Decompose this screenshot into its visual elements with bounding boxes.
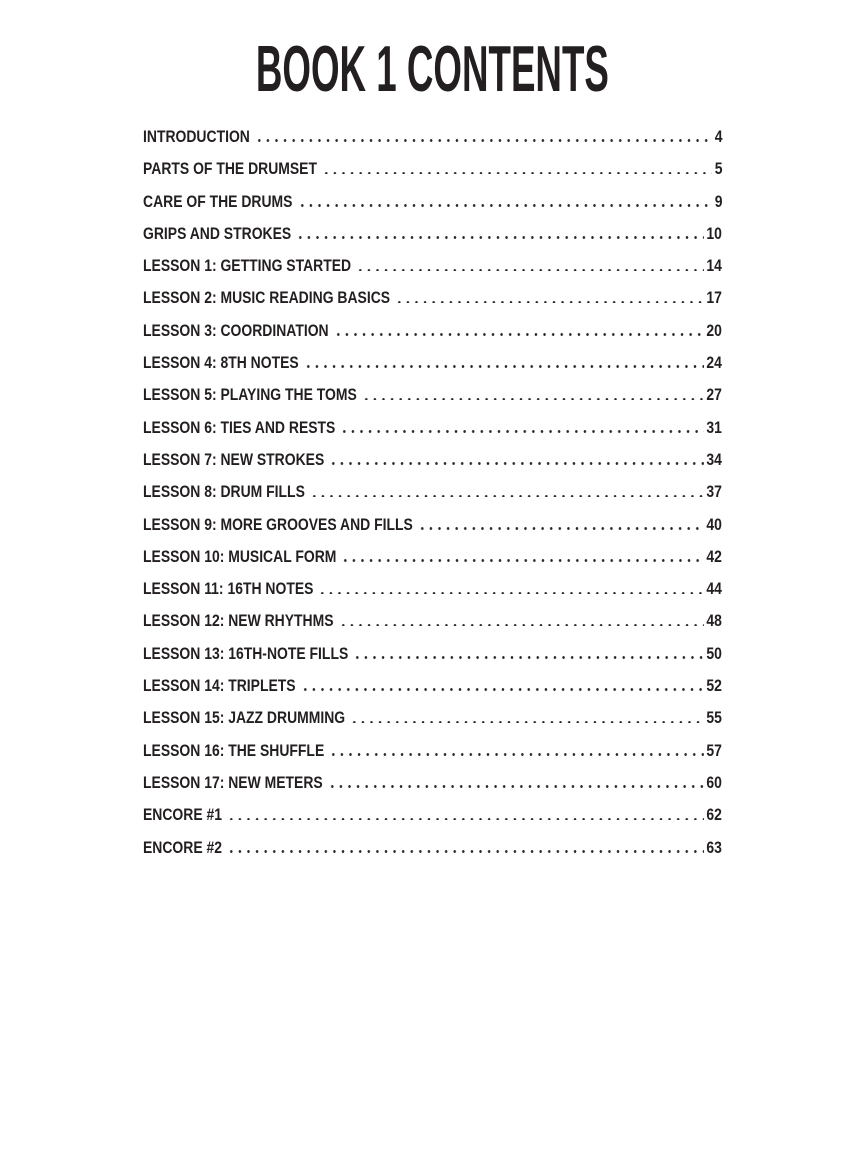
toc-entry-label: LESSON 15: JAZZ DRUMMING bbox=[143, 708, 346, 728]
toc-entry-page: 60 bbox=[706, 772, 722, 792]
toc-entry-label: LESSON 16: THE SHUFFLE bbox=[143, 740, 325, 760]
toc-entry-label: INTRODUCTION bbox=[143, 127, 250, 146]
dot-leader bbox=[296, 236, 704, 239]
toc-entry bbox=[143, 153, 722, 185]
toc-entry-page: 14 bbox=[706, 256, 722, 276]
toc-entry bbox=[143, 444, 722, 476]
toc-entry-label: LESSON 14: TRIPLETS bbox=[143, 676, 296, 696]
toc-entry bbox=[143, 541, 722, 573]
toc-entry-label: LESSON 4: 8TH NOTES bbox=[143, 353, 299, 373]
toc-entry bbox=[143, 347, 722, 379]
toc-entry bbox=[143, 121, 722, 153]
dot-leader bbox=[341, 559, 704, 562]
toc-entry-page: 4 bbox=[714, 127, 722, 146]
page-title-text: BOOK 1 CONTENTS bbox=[255, 32, 609, 105]
toc-list bbox=[143, 121, 722, 864]
toc-entry-label: LESSON 1: GETTING STARTED bbox=[143, 256, 352, 276]
toc-entry bbox=[143, 767, 722, 799]
toc-entry-page: 37 bbox=[706, 482, 722, 502]
dot-leader bbox=[310, 495, 705, 498]
toc-entry-page: 27 bbox=[706, 385, 722, 405]
toc-entry bbox=[143, 832, 722, 864]
toc-entry-label: LESSON 5: PLAYING THE TOMS bbox=[143, 385, 357, 405]
toc-entry-label: LESSON 7: NEW STROKES bbox=[143, 449, 325, 469]
toc-entry-page: 55 bbox=[706, 708, 722, 728]
toc-entry-label: ENCORE #2 bbox=[143, 837, 223, 857]
dot-leader bbox=[356, 269, 704, 272]
toc-entry-label: GRIPS AND STROKES bbox=[143, 223, 292, 243]
dot-leader bbox=[329, 462, 704, 465]
toc-entry bbox=[143, 638, 722, 670]
toc-entry-page: 10 bbox=[706, 223, 722, 243]
toc-entry-page: 50 bbox=[706, 643, 722, 663]
toc-entry bbox=[143, 702, 722, 734]
toc-entry-label: CARE OF THE DRUMS bbox=[143, 191, 293, 211]
dot-leader bbox=[350, 721, 704, 724]
dot-leader bbox=[304, 365, 705, 368]
dot-leader bbox=[339, 624, 705, 627]
toc-entry-label: LESSON 8: DRUM FILLS bbox=[143, 482, 305, 502]
toc-entry bbox=[143, 315, 722, 347]
toc-entry-label: LESSON 9: MORE GROOVES AND FILLS bbox=[143, 514, 413, 534]
dot-leader bbox=[329, 753, 704, 756]
toc-entry bbox=[143, 509, 722, 541]
toc-entry-label: LESSON 3: COORDINATION bbox=[143, 320, 329, 340]
dot-leader bbox=[362, 398, 705, 401]
toc-entry-page: 31 bbox=[706, 417, 722, 437]
toc-entry bbox=[143, 735, 722, 767]
dot-leader bbox=[418, 527, 705, 530]
dot-leader bbox=[353, 656, 704, 659]
dot-leader bbox=[395, 301, 704, 304]
toc-entry-page: 62 bbox=[706, 805, 722, 825]
toc-entry-label: LESSON 11: 16TH NOTES bbox=[143, 579, 314, 599]
toc-entry-page: 52 bbox=[706, 676, 722, 696]
toc-entry bbox=[143, 412, 722, 444]
dot-leader bbox=[340, 430, 704, 433]
dot-leader bbox=[227, 818, 704, 821]
toc-entry-page: 34 bbox=[706, 449, 722, 469]
dot-leader bbox=[318, 592, 704, 595]
page-header bbox=[0, 32, 864, 105]
toc-entry-page: 57 bbox=[706, 740, 722, 760]
dot-leader bbox=[298, 204, 713, 207]
toc-entry-page: 63 bbox=[706, 837, 722, 857]
toc-entry-page: 48 bbox=[706, 611, 722, 631]
toc-entry bbox=[143, 250, 722, 282]
toc-entry-page: 24 bbox=[706, 353, 722, 373]
toc-entry-label: PARTS OF THE DRUMSET bbox=[143, 159, 317, 179]
toc-entry-page: 40 bbox=[706, 514, 722, 534]
toc-entry bbox=[143, 282, 722, 314]
toc-entry-page: 42 bbox=[706, 546, 722, 566]
toc-entry bbox=[143, 186, 722, 218]
dot-leader bbox=[322, 172, 712, 175]
dot-leader bbox=[255, 139, 712, 142]
dot-leader bbox=[334, 333, 705, 336]
toc-entry bbox=[143, 605, 722, 637]
toc-entry-page: 20 bbox=[706, 320, 722, 340]
toc-entry bbox=[143, 670, 722, 702]
toc-entry-label: ENCORE #1 bbox=[143, 805, 223, 825]
toc-entry bbox=[143, 573, 722, 605]
toc-entry-page: 9 bbox=[714, 191, 722, 211]
toc-entry-label: LESSON 17: NEW METERS bbox=[143, 772, 323, 792]
toc-entry-page: 44 bbox=[706, 579, 722, 599]
toc-entry bbox=[143, 218, 722, 250]
toc-entry-label: LESSON 6: TIES AND RESTS bbox=[143, 417, 336, 437]
page-title bbox=[0, 32, 864, 105]
dot-leader bbox=[227, 850, 704, 853]
dot-leader bbox=[328, 785, 705, 788]
toc-entry-label: LESSON 13: 16TH-NOTE FILLS bbox=[143, 643, 349, 663]
dot-leader bbox=[301, 688, 705, 691]
toc-entry-label: LESSON 2: MUSIC READING BASICS bbox=[143, 288, 391, 308]
toc-entry-label: LESSON 10: MUSICAL FORM bbox=[143, 546, 337, 566]
toc-entry bbox=[143, 799, 722, 831]
toc-entry-label: LESSON 12: NEW RHYTHMS bbox=[143, 611, 334, 631]
toc-entry-page: 5 bbox=[714, 159, 722, 179]
toc-entry bbox=[143, 476, 722, 508]
toc-entry bbox=[143, 379, 722, 411]
toc-entry-page: 17 bbox=[706, 288, 722, 308]
